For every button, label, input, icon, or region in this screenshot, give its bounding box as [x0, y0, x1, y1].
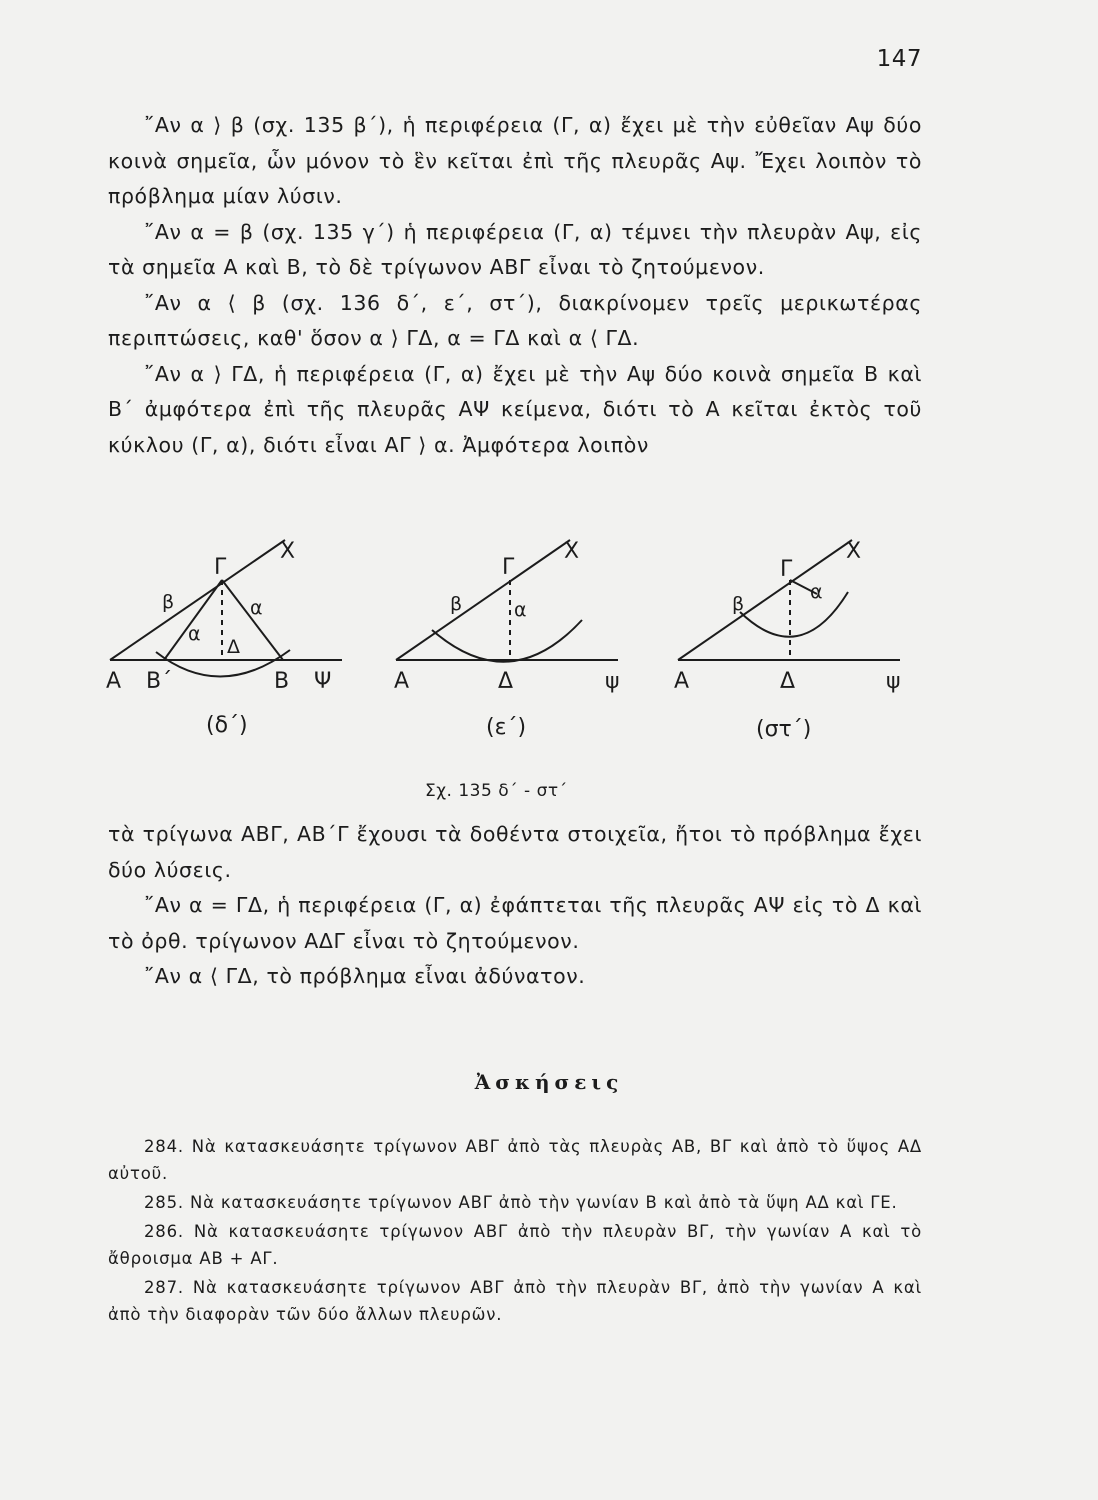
exercise-item: [108, 1189, 922, 1216]
panel-e-label-b: β: [450, 593, 463, 615]
panel-e-label-a-point: Α: [394, 669, 410, 694]
exercise-text: Νὰ κατασκευάσητε τρίγωνον ΑΒΓ ἀπὸ τὴν πλευρὰν ΒΓ, ἀπὸ τὴν γωνίαν Α καὶ ἀπὸ τὴν διαφορὰν τῶν δύο ἄλλων πλευρῶν.: [108, 1278, 922, 1324]
panel-e-label-d: Δ: [498, 669, 514, 694]
panel-d-label-a: Α: [106, 669, 122, 694]
panel-d-label-a1: α: [250, 597, 263, 619]
exercise-text: Νὰ κατασκευάσητε τρίγωνον ΑΒΓ ἀπὸ τὰς πλευρὰς ΑΒ, ΒΓ καὶ ἀπὸ τὸ ὕψος ΑΔ αὐτοῦ.: [108, 1137, 923, 1183]
exercise-number: 284.: [144, 1137, 184, 1156]
paragraph: ῎Αν α ⟨ ΓΔ, τὸ πρόβλημα εἶναι ἀδύνατον.: [144, 964, 586, 988]
panel-e-sublabel: (ε΄): [486, 715, 527, 740]
panel-e-label-g: Γ: [502, 555, 515, 580]
exercise-number: 287.: [144, 1278, 184, 1297]
exercise-number: 285.: [144, 1193, 184, 1212]
figure-135: [100, 520, 930, 810]
panel-st-label-d: Δ: [780, 669, 796, 694]
paragraph: ῎Αν α ⟨ β (σχ. 136 δ΄, ε΄, στ΄), διακρίνομεν τρεῖς μερικωτέρας περιπτώσεις, καθ' ὅσον α ⟩ ΓΔ, α = ΓΔ καὶ α ⟨ ΓΔ.: [108, 290, 922, 350]
panel-st-label-g: Γ: [780, 557, 793, 582]
panel-d-sublabel: (δ΄): [206, 713, 248, 738]
panel-d-label-x: Χ: [280, 539, 296, 564]
panel-st-sublabel: (στ΄): [756, 717, 812, 742]
panel-st-label-b: β: [732, 593, 745, 615]
exercise-item: [108, 1274, 922, 1328]
paragraph: ῎Αν α = ΓΔ, ἡ περιφέρεια (Γ, α) ἐφάπτεται τῆς πλευρᾶς ΑΨ εἰς τὸ Δ καὶ τὸ ὀρθ. τρίγωνον ΑΔΓ εἶναι τὸ ζητούμενον.: [108, 893, 922, 953]
page-number: 147: [876, 46, 922, 72]
panel-e-arc: [432, 620, 582, 662]
panel-e-label-a: α: [514, 599, 527, 621]
panel-st-ray-ax: [678, 540, 852, 660]
panel-st-label-a: α: [810, 581, 823, 603]
figure-drawing: [100, 520, 930, 810]
exercise-number: 286.: [144, 1222, 184, 1241]
panel-st-label-psi: ψ: [886, 669, 901, 694]
exercise-text: Νὰ κατασκευάσητε τρίγωνον ΑΒΓ ἀπὸ τὴν γωνίαν Β καὶ ἀπὸ τὰ ὕψη ΑΔ καὶ ΓΕ.: [190, 1193, 898, 1212]
paragraph: ῎Αν α ⟩ β (σχ. 135 β΄), ἡ περιφέρεια (Γ, α) ἔχει μὲ τὴν εὐθεῖαν Αψ δύο κοινὰ σημεῖα, ὧν μόνον τὸ ἓν κεῖται ἐπὶ τῆς πλευρᾶς Αψ. Ἔχει λοιπὸν τὸ πρόβλημα μίαν λύσιν.: [108, 113, 922, 208]
panel-d-label-g: Γ: [214, 555, 227, 580]
paragraph: ῎Αν α = β (σχ. 135 γ΄) ἡ περιφέρεια (Γ, α) τέμνει τὴν πλευρὰν Αψ, εἰς τὰ σημεῖα Α καὶ Β, τὸ δὲ τρίγωνον ΑΒΓ εἶναι τὸ ζητούμενον.: [108, 219, 922, 279]
panel-d-label-d: Δ: [227, 636, 240, 658]
section-heading: Ἀσκήσεις: [474, 1070, 624, 1094]
panel-d-label-a2: α: [188, 623, 201, 645]
panel-d-label-psi: Ψ: [314, 669, 332, 694]
exercise-list: [108, 1133, 922, 1330]
panel-d-label-b: β: [162, 591, 175, 613]
paragraph: ῎Αν α ⟩ ΓΔ, ἡ περιφέρεια (Γ, α) ἔχει μὲ τὴν Αψ δύο κοινὰ σημεῖα Β καὶ Β΄ ἀμφότερα ἐπὶ τῆς πλευρᾶς ΑΨ κείμενα, διότι τὸ Α κεῖται ἐκτὸς τοῦ κύκλου (Γ, α), διότι εἶναι ΑΓ ⟩ α. Ἀμφότερα λοιπὸν: [108, 361, 922, 457]
panel-e-label-x: Χ: [564, 539, 580, 564]
panel-d-label-b2: Β΄: [146, 669, 173, 694]
top-paragraphs: [108, 108, 922, 463]
figure-caption: Σχ. 135 δ΄ - στ΄: [425, 781, 568, 801]
panel-e-ray-ax: [396, 540, 570, 660]
paragraph: τὰ τρίγωνα ΑΒΓ, ΑΒ΄Γ ἔχουσι τὰ δοθέντα στοιχεῖα, ἤτοι τὸ πρόβλημα ἔχει δύο λύσεις.: [108, 822, 922, 882]
panel-e-label-psi: ψ: [605, 669, 620, 694]
exercise-item: [108, 1133, 922, 1187]
panel-st-label-x: Χ: [846, 539, 862, 564]
panel-st-arc: [740, 592, 848, 637]
exercise-item: [108, 1218, 922, 1272]
exercise-text: Νὰ κατασκευάσητε τρίγωνον ΑΒΓ ἀπὸ τὴν πλευρὰν ΒΓ, τὴν γωνίαν Α καὶ τὸ ἄθροισμα ΑΒ + ΑΓ.: [108, 1222, 923, 1268]
middle-paragraphs: [108, 817, 922, 995]
panel-d-label-b-point: Β: [274, 669, 290, 694]
panel-st-label-a-point: Α: [674, 669, 690, 694]
